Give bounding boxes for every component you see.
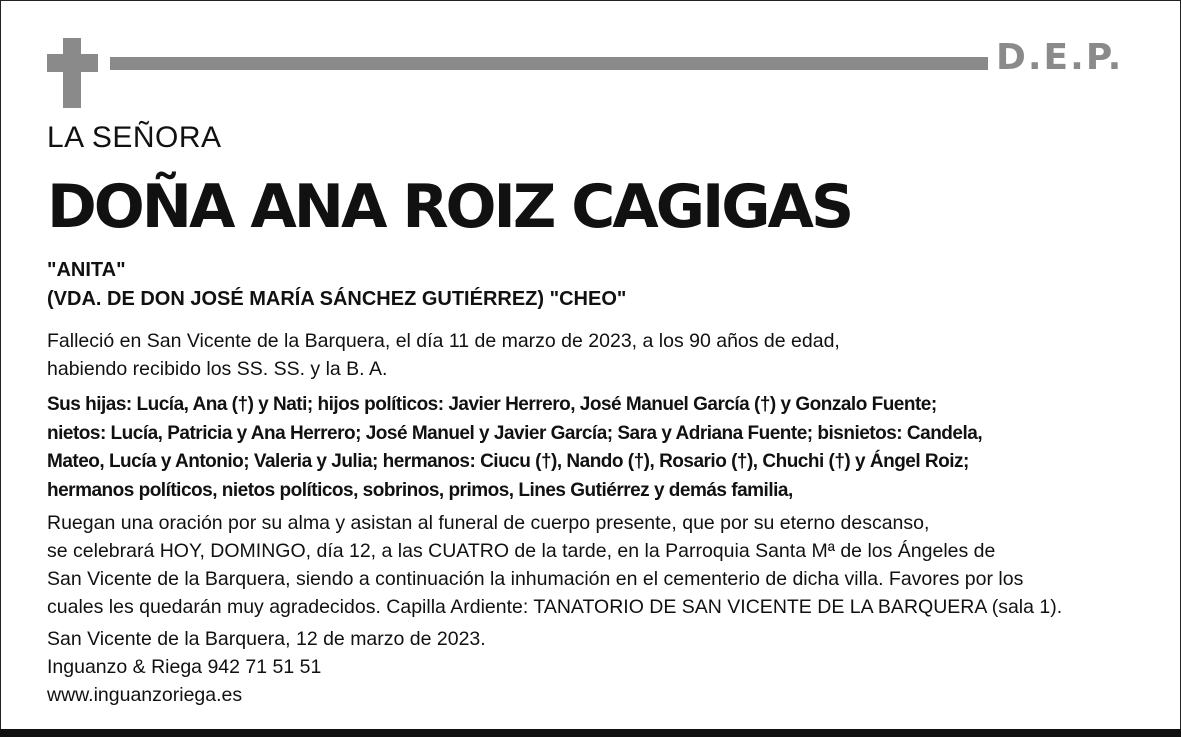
widow-of: (VDA. DE DON JOSÉ MARÍA SÁNCHEZ GUTIÉRREZ) "CHEO": [47, 288, 627, 310]
death-notice: [47, 327, 840, 383]
cross-icon: [63, 38, 81, 108]
header-rule: [110, 57, 988, 70]
place-date: San Vicente de la Barquera, 12 de marzo de 2023.: [47, 628, 486, 650]
funeral-line: San Vicente de la Barquera, siendo a continuación la inhumación en el cementerio de dicha villa. Favores por los: [47, 568, 1024, 590]
nickname: "ANITA": [47, 259, 126, 281]
death-notice-line: Falleció en San Vicente de la Barquera, el día 11 de marzo de 2023, a los 90 años de edad,: [47, 330, 840, 352]
website-link[interactable]: www.inguanzoriega.es: [47, 684, 243, 706]
death-notice-line: habiendo recibido los SS. SS. y la B. A.: [47, 358, 388, 380]
cross-icon-bar: [47, 54, 98, 72]
funeral-line: Ruegan una oración por su alma y asistan al funeral de cuerpo presente, que por su eterno descanso,: [47, 512, 930, 534]
deceased-name: DOÑA ANA ROIZ CAGIGAS: [47, 172, 852, 242]
family-line: Mateo, Lucía y Antonio; Valeria y Julia; hermanos: Ciucu (†), Nando (†), Rosario (†), Chuchi (†) y Ángel Roiz;: [47, 451, 969, 472]
bottom-bar: [0, 729, 1181, 737]
family-list: [47, 391, 982, 505]
footer: [47, 625, 486, 709]
intro-label: LA SEÑORA: [47, 121, 222, 154]
funeral-details: [47, 509, 1062, 621]
family-line: Sus hijas: Lucía, Ana (†) y Nati; hijos políticos: Javier Herrero, José Manuel García (†) y Gonzalo Fuente;: [47, 394, 937, 415]
dep-label: D.E.P.: [996, 37, 1124, 78]
family-line: hermanos políticos, nietos políticos, sobrinos, primos, Lines Gutiérrez y demás familia,: [47, 479, 793, 501]
funeral-home-contact: Inguanzo & Riega 942 71 51 51: [47, 656, 322, 678]
funeral-line: cuales les quedarán muy agradecidos. Capilla Ardiente: TANATORIO DE SAN VICENTE DE LA BARQUERA (sala 1).: [47, 596, 1063, 618]
funeral-line: se celebrará HOY, DOMINGO, día 12, a las CUATRO de la tarde, en la Parroquia Santa Mª de los Ángeles de: [47, 540, 996, 562]
family-line: nietos: Lucía, Patricia y Ana Herrero; José Manuel y Javier García; Sara y Adriana Fuente; bisnietos: Candela,: [47, 422, 983, 444]
